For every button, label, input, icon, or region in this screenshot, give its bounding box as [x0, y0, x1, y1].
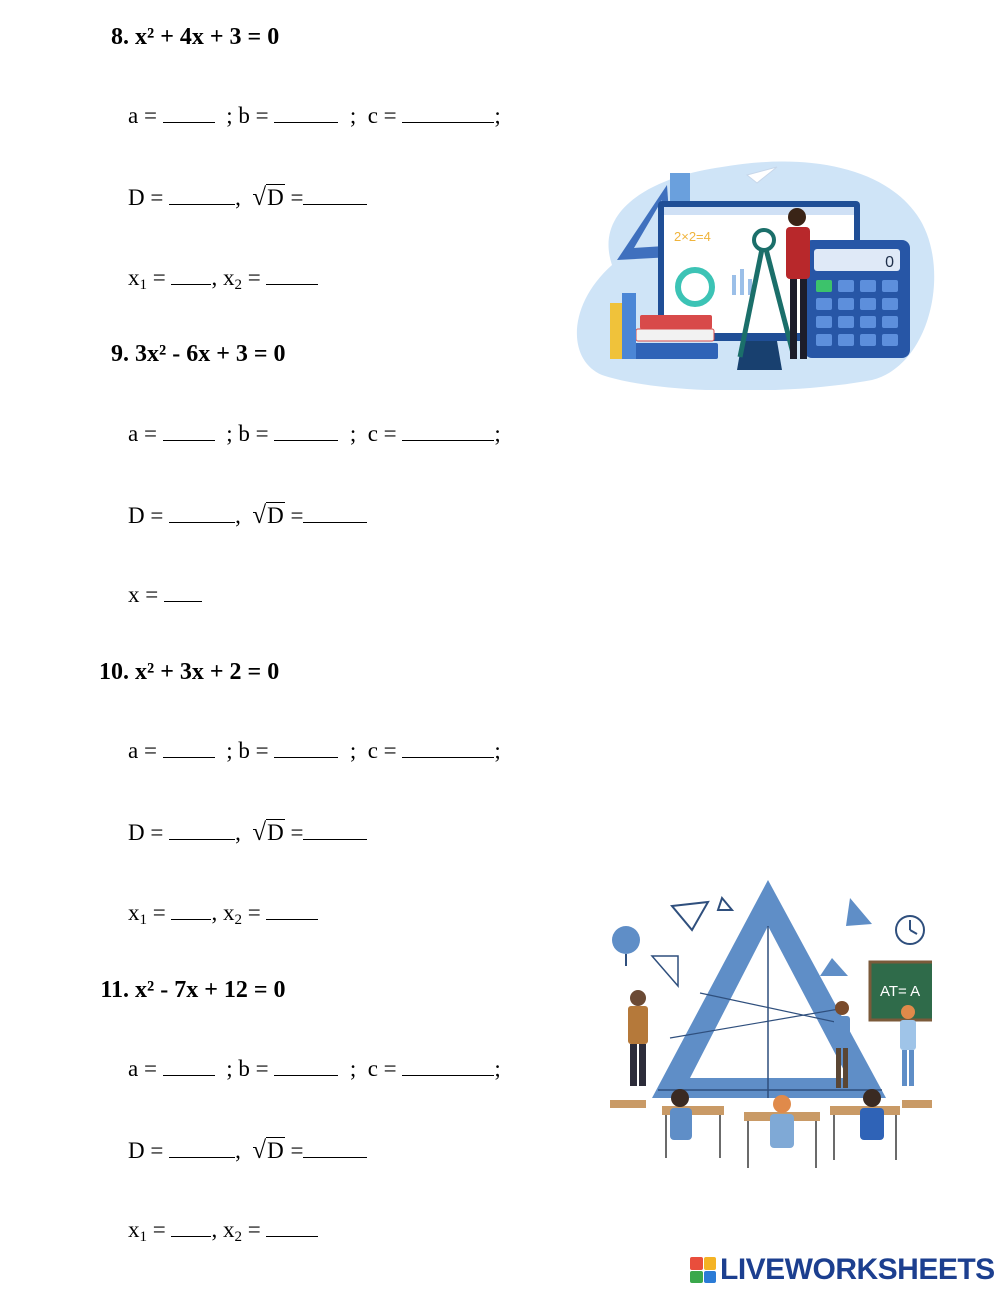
problem-10-title	[92, 659, 279, 686]
x2-blank[interactable]	[266, 266, 318, 285]
sqrt-d-blank[interactable]	[303, 186, 367, 205]
sqrt-d-blank[interactable]	[303, 821, 367, 840]
discriminant-line: D = , √D =	[128, 819, 367, 847]
a-blank[interactable]	[163, 422, 215, 441]
x1-blank[interactable]	[171, 266, 211, 285]
logo-text: LIVEWORKSHEETS	[720, 1253, 995, 1286]
b-blank[interactable]	[274, 739, 338, 758]
screen-formula: 2×2=4	[674, 229, 711, 244]
sqrt-d: √D	[252, 819, 284, 846]
d-blank[interactable]	[169, 1139, 235, 1158]
sqrt-d-blank[interactable]	[303, 1139, 367, 1158]
coefficients-line: a = ; b = ; c = ;	[128, 103, 501, 128]
logo-icon	[690, 1257, 716, 1283]
math-teacher-illustration	[572, 145, 944, 390]
d-blank[interactable]	[169, 504, 235, 523]
c-blank[interactable]	[402, 1057, 494, 1076]
x1-blank[interactable]	[171, 901, 211, 920]
d-blank[interactable]	[169, 821, 235, 840]
roots-line: x1 = , x2 =	[128, 900, 318, 926]
x2-blank[interactable]	[266, 1218, 318, 1237]
a-blank[interactable]	[163, 104, 215, 123]
roots-line: x1 = , x2 =	[128, 265, 318, 291]
discriminant-line: D = , √D =	[128, 502, 367, 530]
sqrt-d: √D	[252, 502, 284, 529]
board-text: AT= A	[880, 983, 921, 1000]
sqrt-d-blank[interactable]	[303, 504, 367, 523]
sqrt-d: √D	[252, 184, 284, 211]
coefficients-line: a = ; b = ; c = ;	[128, 1056, 501, 1081]
d-blank[interactable]	[169, 186, 235, 205]
discriminant-line: D = , √D =	[128, 1137, 367, 1165]
problem-equation: x² + 3x + 2 = 0	[135, 659, 280, 685]
problem-equation: x² + 4x + 3 = 0	[135, 24, 280, 50]
problem-equation: 3x² - 6x + 3 = 0	[135, 341, 286, 367]
x1-blank[interactable]	[171, 1218, 211, 1237]
problem-number: 9.	[111, 341, 129, 367]
coefficients-line: a = ; b = ; c = ;	[128, 738, 501, 763]
a-blank[interactable]	[163, 739, 215, 758]
problem-equation: x² - 7x + 12 = 0	[135, 977, 286, 1003]
root-line: x =	[128, 582, 202, 608]
c-blank[interactable]	[402, 104, 494, 123]
problem-number: 11.	[100, 977, 129, 1003]
roots-line: x1 = , x2 =	[128, 1217, 318, 1243]
a-blank[interactable]	[163, 1057, 215, 1076]
discriminant-line: D = , √D =	[128, 184, 367, 212]
sqrt-d: √D	[252, 1137, 284, 1164]
problem-8-title	[92, 24, 279, 51]
problem-11-title	[92, 977, 286, 1004]
b-blank[interactable]	[274, 104, 338, 123]
b-blank[interactable]	[274, 422, 338, 441]
problem-number: 10.	[99, 659, 129, 685]
c-blank[interactable]	[402, 422, 494, 441]
x2-blank[interactable]	[266, 901, 318, 920]
liveworksheets-logo	[690, 1253, 995, 1287]
x-blank[interactable]	[164, 583, 202, 602]
classroom-triangle-illustration	[610, 868, 932, 1190]
problem-number: 8.	[111, 24, 129, 50]
c-blank[interactable]	[402, 739, 494, 758]
coefficients-line: a = ; b = ; c = ;	[128, 421, 501, 446]
calculator-display: 0	[885, 254, 894, 271]
problem-9-title	[92, 341, 286, 368]
b-blank[interactable]	[274, 1057, 338, 1076]
